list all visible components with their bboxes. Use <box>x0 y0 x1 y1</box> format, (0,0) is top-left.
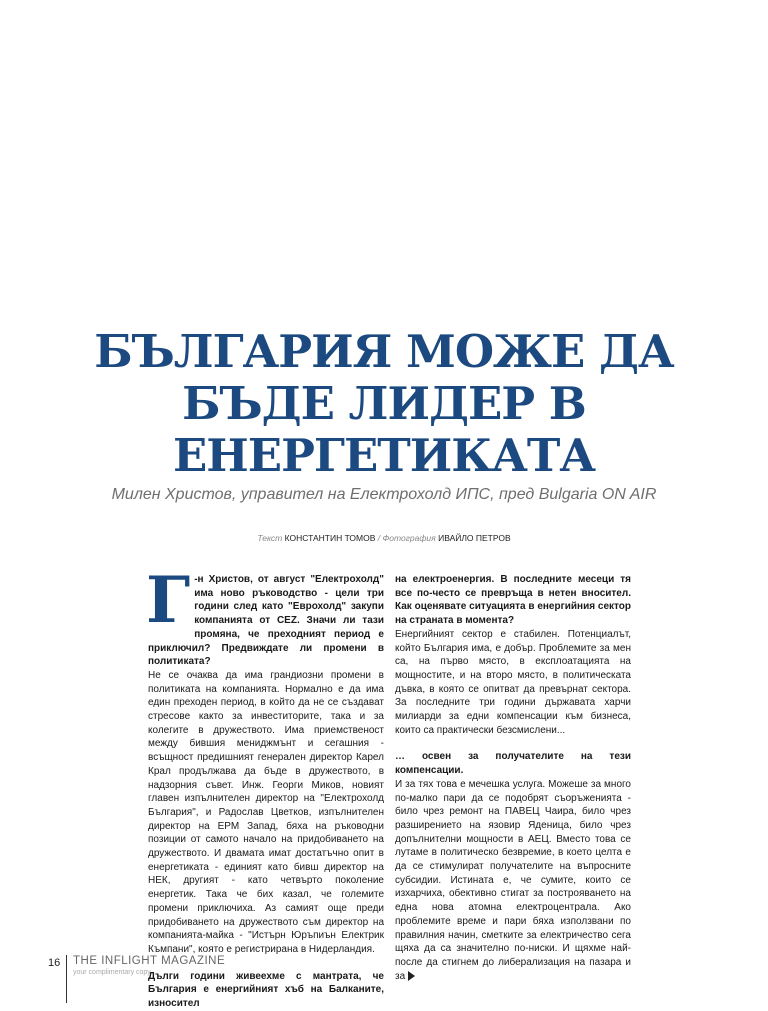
magazine-name: THE INFLIGHT MAGAZINE <box>73 955 226 967</box>
credits-separator: / <box>375 533 383 543</box>
drop-cap: Г <box>146 563 191 638</box>
photo-credit-label: Фотография <box>382 533 436 543</box>
question-3: … освен за получателите на тези компенсации. <box>395 751 631 777</box>
question-1-text: -н Христов, от август "Електрохолд" има ново ръководство - цели три години след като "Еврохолд" закупи компанията от CEZ. Значи ли тази промяна, че преходният период е приключил? Предвиждате ли промени в политиката? <box>148 574 384 668</box>
answer-3 <box>395 778 631 984</box>
question-1 <box>146 563 384 669</box>
article-headline: БЪЛГАРИЯ МОЖЕ ДА БЪДЕ ЛИДЕР В ЕНЕРГЕТИКАТА <box>94 325 674 482</box>
paragraph-gap <box>395 737 631 750</box>
continue-arrow-icon <box>408 971 415 981</box>
footer-divider <box>66 955 67 1003</box>
question-2-continued: на електроенергия. В последните месеци тя все по-често се превръща в нетен вносител. Как оценявате ситуацията в енергийния сектор на страната в момента? <box>395 574 631 627</box>
answer-3-text: И за тях това е мечешка услуга. Можеше за много по-малко пари да се подобрят съоръженията - било чрез ремонт на ПАВЕЦ Чаира, било чрез разширението на язовир Яденица, било чрез допълнителни мощности в АЕЦ. Вместо това се лутаме в политическо безвремие, в което целта е да се стимулират получателите на въпросните субсидии. Истината е, че сумите, които се изхарчиха, обективно стигат за построяването на една нова атомна електроцентрала. Ако проблемите време и пари бяха използвани по правилния начин, сметките за електричество сега щяха да са значително по-ниски. И щяхме най-после да стигнем до либерализация на пазара и за <box>395 778 631 982</box>
article-subtitle: Милен Христов, управител на Електрохолд ИПС, пред Bulgaria ON AIR <box>111 486 657 503</box>
author-name: КОНСТАНТИН ТОМОВ <box>284 533 376 543</box>
article-credits <box>160 533 608 543</box>
photographer-name: ИВАЙЛО ПЕТРОВ <box>438 533 511 543</box>
answer-2: Енергийният сектор е стабилен. Потенциалът, който България има, е добър. Проблемите за мен са, на първо място, в експлоатацията на мощностите, и на второ място, в политическата дъвка, в която се опитват да превърнат сектора. За последните три години държавата харчи милиарди за едни компенсации към бизнеса, които са практически безсмислени... <box>395 628 631 736</box>
text-credit-label: Текст <box>257 533 283 543</box>
page-number: 16 <box>48 957 61 969</box>
magazine-tagline: your complimentary copy <box>73 969 151 976</box>
answer-1: Не се очаква да има грандиозни промени в политиката на компанията. Нормално е да има един преходен период, в който да не се създават стресове както за инвеститорите, така и за колегите в дружеството. Има приемственост между бившия мениджмънт и сегашния - всъщност предишният генерален директор Карел Крал продължава да бъде в дружеството, в надзорния съвет. Инж. Георги Миков, новият главен изпълнителен директор на "Електрохолд България", и Радослав Цветков, изпълнителен директор на ЕРМ Запад, бяха на ръководни позиции от самото начало на придобиването на дружеството. И двамата имат достатъчно опит в енергетиката - единият като бивш директор на НЕК, другият - като четвърто поколение енергетик. Така че бих казал, че големите промени приключиха. Аз самият още преди придобиването на дружеството съм директор на компанията-майка - "Истърн Юръпиън Електрик Къмпани", която е регистрирана в Нидерландия. <box>148 669 384 955</box>
question-2: Дълги години живеехме с мантрата, че България е енергийният хъб на Балканите, износител <box>148 970 384 1010</box>
article-column-left <box>146 563 384 1011</box>
article-column-right <box>395 573 631 983</box>
